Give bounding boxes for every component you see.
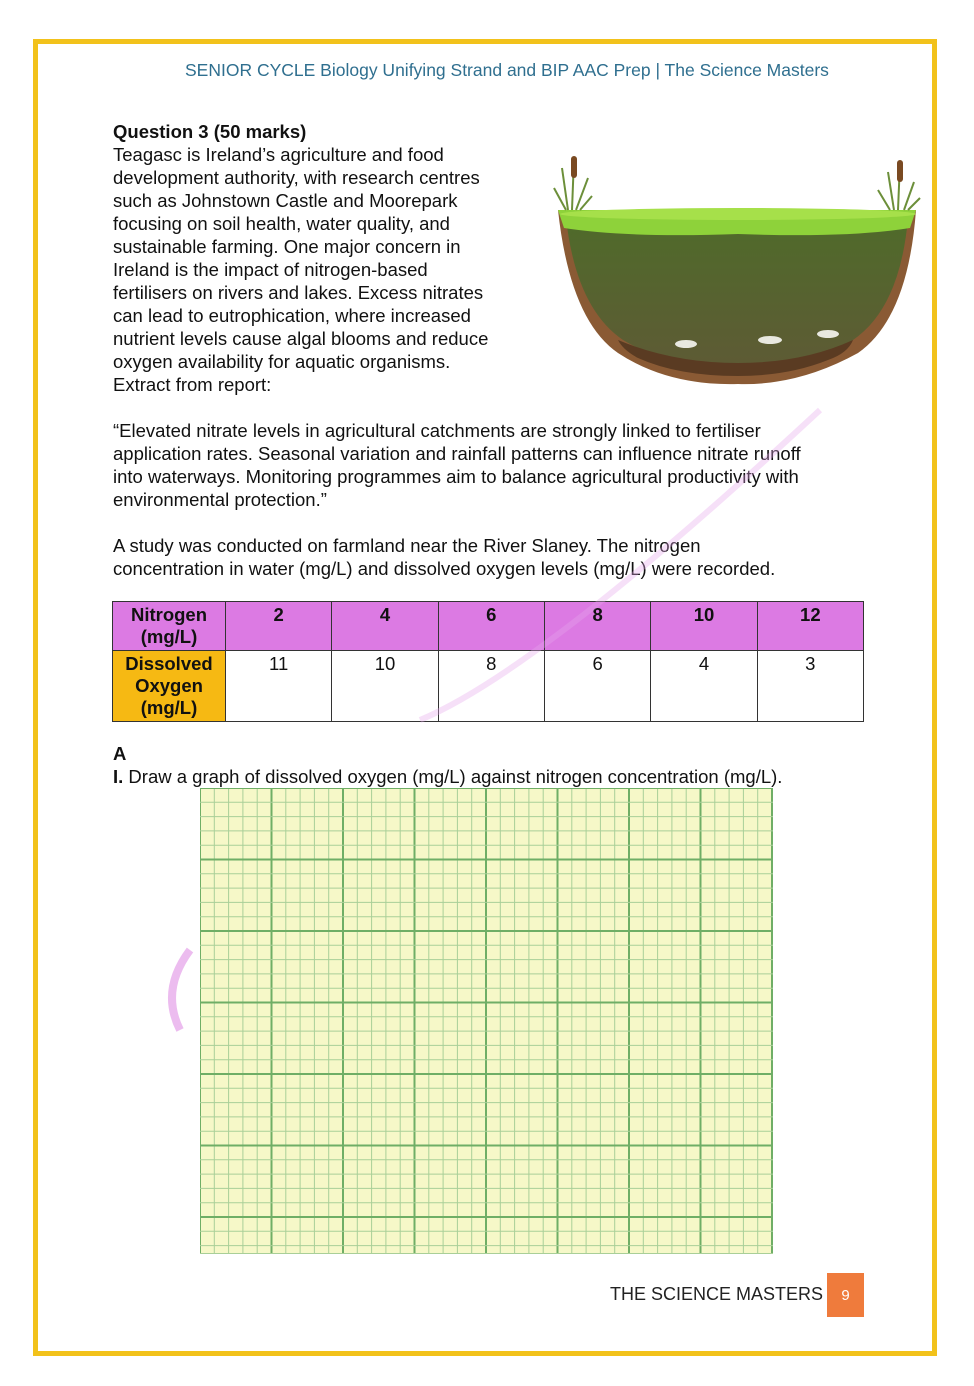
quote-line: application rates. Seasonal variation and rainfall patterns can influence nitrate runoff: [113, 443, 801, 464]
question-intro: [113, 120, 533, 396]
intro-line: Ireland is the impact of nitrogen-based: [113, 259, 428, 280]
table-row-oxygen: [113, 651, 864, 722]
intro-line: development authority, with research centres: [113, 167, 480, 188]
table-cell: 8: [438, 651, 544, 722]
quote-line: into waterways. Monitoring programmes aim to balance agricultural productivity with: [113, 466, 799, 487]
intro-line: focusing on soil health, water quality, and: [113, 213, 450, 234]
intro-line: sustainable farming. One major concern in: [113, 236, 461, 257]
footer-brand: THE SCIENCE MASTERS: [610, 1284, 824, 1304]
table-cell: 12: [757, 602, 863, 651]
table-cell: 3: [757, 651, 863, 722]
table-cell: 10: [651, 602, 757, 651]
quote-line: “Elevated nitrate levels in agricultural catchments are strongly linked to fertiliser: [113, 420, 761, 441]
table-cell: 11: [226, 651, 332, 722]
cattail-icon: [897, 160, 903, 182]
part-a: [113, 742, 782, 788]
table-row-nitrogen: [113, 602, 864, 651]
study-line: concentration in water (mg/L) and dissolved oxygen levels (mg/L) were recorded.: [113, 558, 776, 579]
page-header: SENIOR CYCLE Biology Unifying Strand and BIP AAC Prep | The Science Masters: [185, 60, 829, 80]
intro-line: nutrient levels cause algal blooms and reduce: [113, 328, 489, 349]
question-title: Question 3 (50 marks): [113, 121, 307, 142]
data-table: [112, 601, 864, 722]
intro-line: Teagasc is Ireland’s agriculture and food: [113, 144, 444, 165]
pond-illustration: [548, 148, 924, 393]
table-cell: 6: [544, 651, 650, 722]
intro-line: can lead to eutrophication, where increased: [113, 305, 471, 326]
report-extract: [113, 419, 873, 511]
cattail-icon: [571, 156, 577, 178]
intro-paragraph: [113, 143, 533, 396]
intro-line: Extract from report:: [113, 374, 272, 395]
part-label: A: [113, 743, 127, 764]
table-cell: 6: [438, 602, 544, 651]
row-header-oxygen: Dissolved Oxygen (mg/L): [113, 651, 226, 722]
row-header-nitrogen: Nitrogen (mg/L): [113, 602, 226, 651]
intro-line: such as Johnstown Castle and Moorepark: [113, 190, 458, 211]
study-description: [113, 534, 873, 580]
table-cell: 8: [544, 602, 650, 651]
table-cell: 10: [332, 651, 438, 722]
study-line: A study was conducted on farmland near the River Slaney. The nitrogen: [113, 535, 701, 556]
intro-line: oxygen availability for aquatic organisms.: [113, 351, 451, 372]
graph-paper[interactable]: [200, 788, 773, 1254]
intro-line: fertilisers on rivers and lakes. Excess nitrates: [113, 282, 484, 303]
page-number: 9: [827, 1273, 864, 1317]
quote-line: environmental protection.”: [113, 489, 327, 510]
table-cell: 4: [651, 651, 757, 722]
part-question: I. Draw a graph of dissolved oxygen (mg/L) against nitrogen concentration (mg/L).: [113, 766, 783, 787]
table-cell: 4: [332, 602, 438, 651]
table-cell: 2: [226, 602, 332, 651]
